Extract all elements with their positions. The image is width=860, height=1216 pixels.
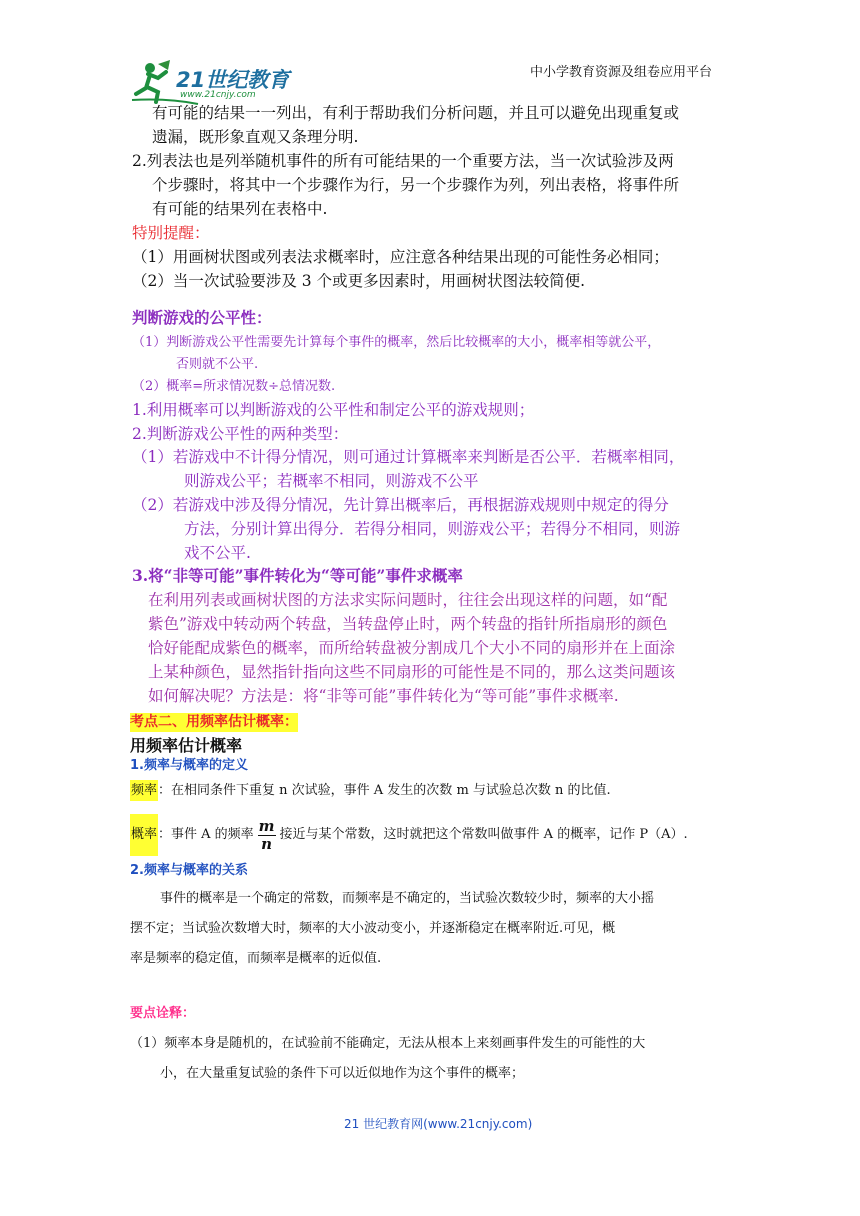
section2-subtitle: 用频率估计概率 xyxy=(130,736,243,755)
notes-item1-line1: （1）频率本身是随机的，在试验前不能确定，无法从根本上来刻画事件发生的可能性的大 xyxy=(130,1036,646,1051)
probability-post: 接近与某个常数，这时就把这个常数叫做事件 A 的概率，记作 P（A）. xyxy=(279,827,688,842)
fairness-item3-body-1: 在利用列表或画树状图的方法求实际问题时，往往会出现这样的问题，如“配 xyxy=(148,591,668,609)
fairness-s1-line1: （1）若游戏中不计得分情况，则可通过计算概率来判断是否公平．若概率相同， xyxy=(132,448,685,466)
fairness-title: 判断游戏的公平性： xyxy=(132,309,272,327)
fraction-denominator: n xyxy=(261,834,273,853)
logo-url: www.21cnjy.com xyxy=(180,90,256,100)
frequency-label: 频率 xyxy=(130,780,158,801)
probability-definition xyxy=(130,814,688,856)
fraction-m-over-n xyxy=(258,818,276,853)
section2-h1: 1.频率与概率的定义 xyxy=(130,758,248,773)
intro-item2-line3: 有可能的结果列在表格中. xyxy=(152,200,328,218)
probability-pre: ：事件 A 的频率 xyxy=(158,827,254,842)
frequency-definition xyxy=(130,782,611,800)
fairness-item3-body-4: 上某种颜色，显然指针指向这些不同扇形的可能性是不同的，那么这类问题该 xyxy=(148,663,676,681)
fairness-p1-line1: （1）判断游戏公平性需要先计算每个事件的概率，然后比较概率的大小，概率相等就公平， xyxy=(132,335,661,350)
fairness-item1: 1.利用概率可以判断游戏的公平性和制定公平的游戏规则； xyxy=(132,401,535,419)
fairness-item3-body-3: 恰好能配成紫色的概率，而所给转盘被分割成几个大小不同的扇形并在上面涂 xyxy=(148,639,676,657)
reminder-item1: （1）用画树状图或列表法求概率时，应注意各种结果出现的可能性务必相同； xyxy=(132,248,669,266)
logo-text: 21世纪教育 xyxy=(176,68,290,92)
reminder-title: 特别提醒： xyxy=(132,224,210,242)
footer-text: 21 世纪教育网(www.21cnjy.com) xyxy=(344,1117,533,1131)
frequency-text: ：在相同条件下重复 n 次试验，事件 A 发生的次数 m 与试验总次数 n 的比值. xyxy=(158,783,611,798)
notes-title: 要点诠释： xyxy=(130,1006,196,1021)
section2-title: 考点二、用频率估计概率： xyxy=(130,714,298,730)
intro-line2: 遗漏，既形象直观又条理分明. xyxy=(152,128,359,146)
fairness-item3-body-5: 如何解决呢？方法是：将“非等可能”事件转化为“等可能”事件求概率. xyxy=(148,687,619,705)
intro-item2-line1: 2.列表法也是列举随机事件的所有可能结果的一个重要方法，当一次试验涉及两 xyxy=(132,152,674,170)
fairness-item3-body-2: 紫色”游戏中转动两个转盘，当转盘停止时，两个转盘的指针所指扇形的颜色 xyxy=(148,615,668,633)
fairness-item3: 3.将“非等可能”事件转化为“等可能”事件求概率 xyxy=(132,566,463,585)
fairness-item2: 2.判断游戏公平性的两种类型： xyxy=(132,425,349,443)
reminder-item2: （2）当一次试验要涉及 3 个或更多因素时，用画树状图法较简便. xyxy=(132,272,586,290)
relation-line3: 率是频率的稳定值，而频率是概率的近似值. xyxy=(130,951,382,966)
fraction-numerator: m xyxy=(258,816,275,835)
fairness-p2: （2）概率=所求情况数÷总情况数. xyxy=(132,379,336,394)
header-logo xyxy=(128,58,290,108)
probability-label: 概率 xyxy=(130,814,158,856)
fairness-p1-line2: 否则就不公平. xyxy=(176,357,259,372)
relation-line1: 事件的概率是一个确定的常数，而频率是不确定的，当试验次数较少时，频率的大小摇 xyxy=(160,891,655,906)
fairness-s1-line2: 则游戏公平；若概率不相同，则游戏不公平 xyxy=(184,472,479,490)
relation-line2: 摆不定；当试验次数增大时，频率的大小波动变小，并逐渐稳定在概率附近.可见，概 xyxy=(130,921,616,936)
fairness-s2-line1: （2）若游戏中涉及得分情况，先计算出概率后，再根据游戏规则中规定的得分 xyxy=(132,496,669,514)
fairness-s2-line2: 方法，分别计算出得分．若得分相同，则游戏公平；若得分不相同，则游 xyxy=(184,520,681,538)
notes-item1-line2: 小，在大量重复试验的条件下可以近似地作为这个事件的概率； xyxy=(160,1066,525,1081)
section2-h2: 2.频率与概率的关系 xyxy=(130,863,248,878)
intro-item2-line2: 个步骤时，将其中一个步骤作为行，另一个步骤作为列，列出表格，将事件所 xyxy=(152,176,680,194)
platform-name: 中小学教育资源及组卷应用平台 xyxy=(530,65,713,80)
intro-line1: 有可能的结果一一列出，有利于帮助我们分析问题，并且可以避免出现重复或 xyxy=(152,104,680,122)
fairness-s2-line3: 戏不公平. xyxy=(184,544,251,562)
